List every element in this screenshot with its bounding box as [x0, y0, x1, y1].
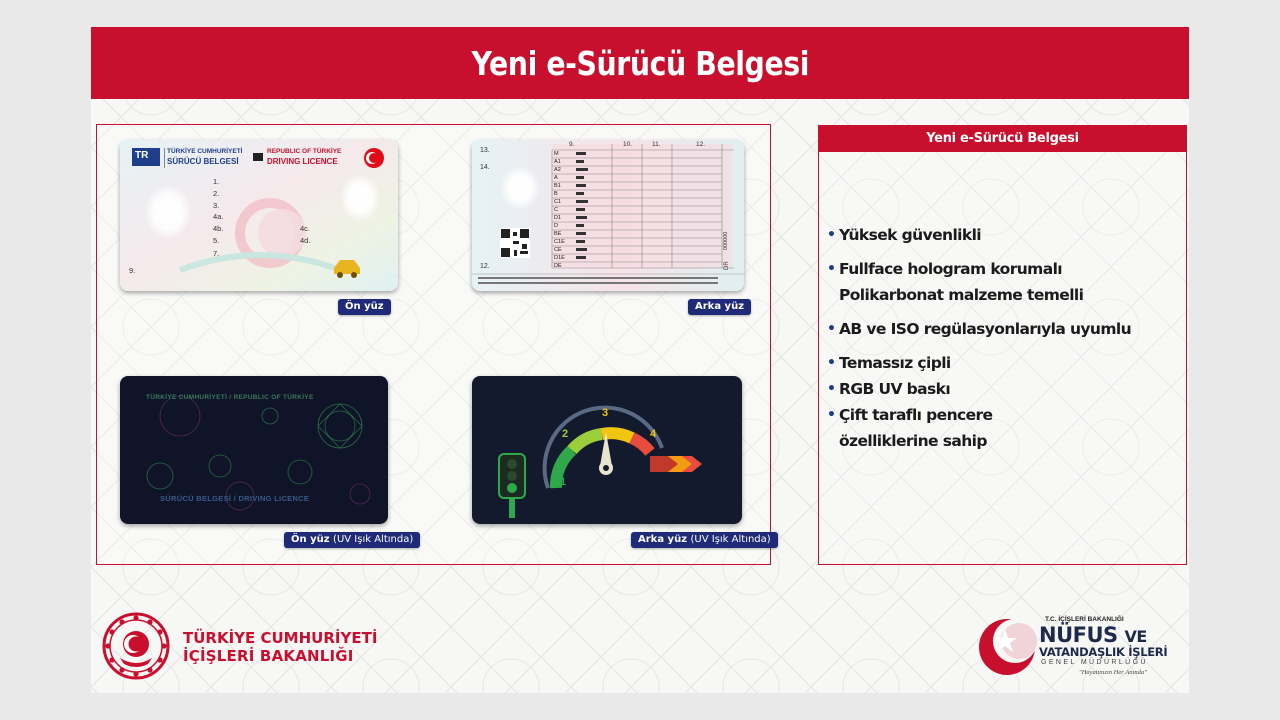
front-field-4a: 4a.	[213, 212, 224, 221]
category-label: DE	[554, 263, 562, 269]
caption-uv-front-thin: (UV Işık Altında)	[333, 534, 414, 545]
feature-text: • Fullface hologram korumalı	[839, 260, 1063, 278]
caption-back: Arka yüz	[688, 299, 751, 315]
nvi-name-nufus: NÜFUS	[1039, 623, 1118, 647]
category-label: C	[554, 207, 559, 213]
category-label: CE	[554, 247, 562, 253]
front-code: TR	[135, 150, 149, 161]
back-category-column	[554, 150, 574, 270]
category-label: BE	[554, 231, 562, 237]
nvi-name-line-2: VATANDAŞLIK İŞLERİ	[1039, 645, 1168, 659]
features-list	[827, 222, 1177, 454]
ministry-logo	[96, 612, 378, 680]
features-heading: Yeni e-Sürücü Belgesi	[819, 126, 1186, 152]
nvi-motto: "Hayatınızın Her Anında"	[1079, 669, 1147, 676]
category-label: A2	[554, 167, 561, 173]
back-col-10: 10.	[623, 141, 633, 148]
uv-front-line-2: SÜRÜCÜ BELGESİ / DRIVING LICENCE	[160, 494, 310, 503]
front-header-en-1: REPUBLIC OF TÜRKİYE	[267, 148, 342, 155]
caption-uv-back	[631, 532, 778, 548]
ministry-name-line-1: TÜRKİYE CUMHURİYETİ	[183, 629, 378, 647]
front-header-tr-2: SÜRÜCÜ BELGESİ	[167, 157, 239, 166]
feature-text: Polikarbonat malzeme temelli	[839, 286, 1084, 304]
licence-front-uv-card	[120, 376, 388, 524]
gauge-number-4: 4	[650, 428, 657, 440]
nvi-ministry-label: T.C. İÇİŞLERİ BAKANLIĞI	[1045, 616, 1124, 623]
slide	[91, 27, 1189, 693]
back-serial: 000000	[723, 231, 729, 250]
category-label: B	[554, 191, 558, 197]
category-label: D1E	[554, 255, 565, 261]
features-panel	[818, 125, 1187, 565]
back-col-9: 9.	[569, 141, 575, 148]
front-field-4d: 4d.	[300, 236, 311, 245]
back-side-code: DR	[724, 261, 730, 270]
ministry-name-line-2: İÇİŞLERİ BAKANLIĞI	[183, 647, 354, 665]
category-label: D1	[554, 215, 562, 221]
category-label: B1	[554, 183, 561, 189]
category-label: A	[554, 175, 558, 181]
licence-back-card	[472, 140, 744, 291]
category-label: D	[554, 223, 559, 229]
nvi-name-line-1	[1039, 623, 1147, 647]
caption-front: Ön yüz	[338, 299, 391, 315]
feature-item	[827, 222, 1177, 248]
feature-item	[827, 402, 1177, 454]
caption-uv-back-bold: Arka yüz	[638, 534, 688, 545]
front-field-2: 2.	[213, 189, 220, 198]
images-panel	[96, 124, 771, 565]
licence-back-uv-card	[472, 376, 742, 524]
feature-text: • Yüksek güvenlikli	[839, 226, 982, 244]
uv-front-line-1: TÜRKİYE CUMHURİYETİ / REPUBLIC OF TÜRKİYE	[146, 394, 314, 401]
caption-uv-front	[284, 532, 420, 548]
gauge-number-1: 1	[560, 476, 567, 488]
front-header-en-2: DRIVING LICENCE	[267, 157, 338, 166]
back-col-11: 11.	[652, 141, 661, 148]
licence-front-card	[120, 140, 398, 291]
feature-item	[827, 256, 1177, 308]
front-field-4c: 4c.	[300, 224, 311, 233]
front-field-7: 7.	[213, 249, 220, 258]
gauge-number-2: 2	[562, 428, 569, 440]
gauge-number-3: 3	[602, 407, 609, 419]
category-label: C1	[554, 199, 562, 205]
feature-text: • RGB UV baskı	[839, 380, 951, 398]
nvi-subtitle: GENEL MÜDÜRLÜĞÜ	[1041, 659, 1148, 666]
category-label: C1E	[554, 239, 565, 245]
front-field-4b: 4b.	[213, 224, 224, 233]
front-field-5: 5.	[213, 236, 220, 245]
back-label-14: 14.	[480, 164, 490, 171]
caption-uv-front-bold: Ön yüz	[291, 534, 330, 545]
caption-uv-back-thin: (UV Işık Altında)	[690, 534, 771, 545]
title-bar	[91, 27, 1189, 99]
category-label: M	[554, 151, 559, 157]
category-label: A1	[554, 159, 561, 165]
back-label-13: 13.	[480, 147, 490, 154]
feature-text: • AB ve ISO regülasyonlarıyla uyumlu	[839, 320, 1132, 338]
nvi-name-ve: VE	[1124, 627, 1147, 646]
feature-item	[827, 376, 1177, 402]
feature-text: • Temassız çipli	[839, 354, 951, 372]
feature-text: özelliklerine sahip	[839, 432, 987, 450]
front-field-3: 3.	[213, 201, 220, 210]
nvi-emblem-icon	[975, 613, 1039, 677]
feature-item	[827, 316, 1177, 342]
back-label-12: 12.	[480, 263, 490, 270]
front-header-tr-1: TÜRKİYE CUMHURİYETİ	[167, 148, 243, 155]
feature-item	[827, 350, 1177, 376]
feature-text: • Çift taraflı pencere	[839, 406, 993, 424]
nvi-logo	[975, 613, 1175, 683]
page-title: Yeni e-Sürücü Belgesi	[471, 43, 809, 83]
back-col-12: 12.	[696, 141, 706, 148]
ministry-emblem-icon	[96, 612, 176, 680]
front-field-9: 9.	[129, 266, 136, 275]
front-field-1: 1.	[213, 177, 220, 186]
